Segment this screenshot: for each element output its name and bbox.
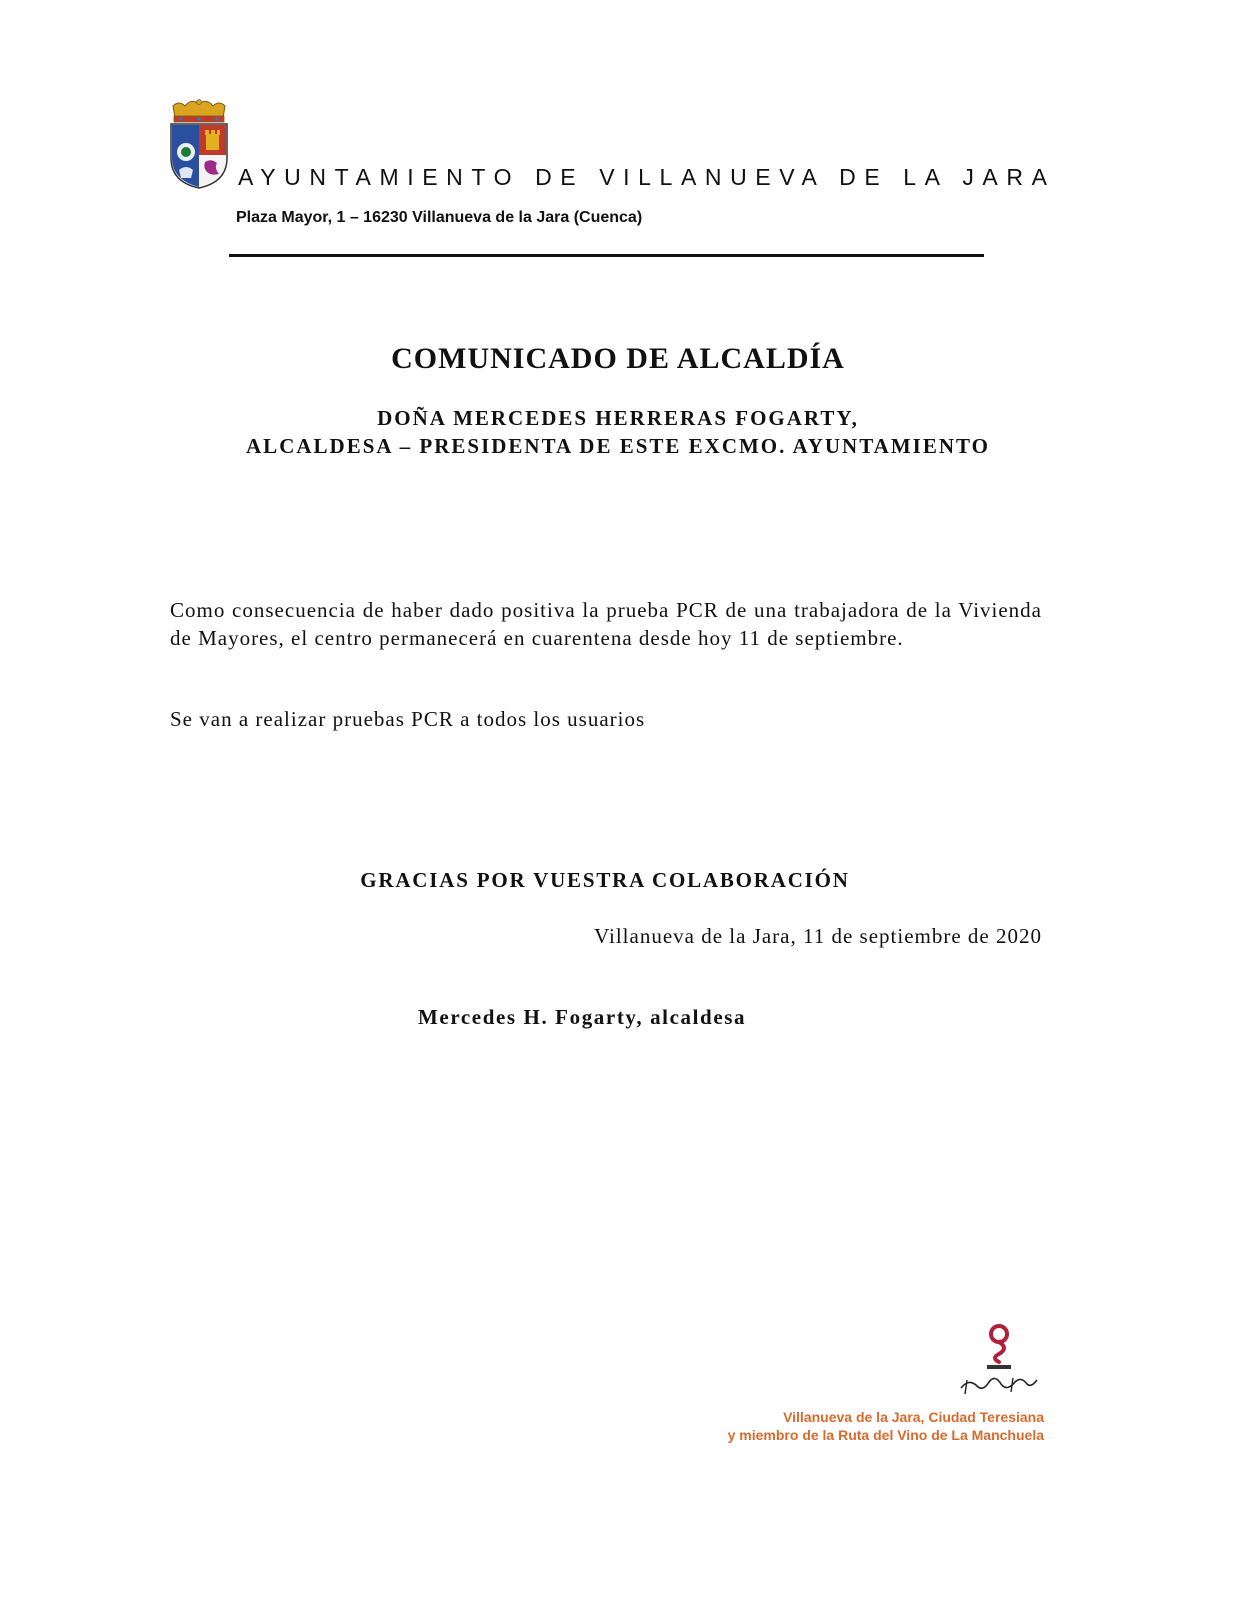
body-paragraph-2: Se van a realizar pruebas PCR a todos los usuarios <box>170 707 646 731</box>
subtitle-role: ALCALDESA – PRESIDENTA DE ESTE EXCMO. AYUNTAMIENTO <box>246 434 990 458</box>
footer-line-2: y miembro de la Ruta del Vino de La Manchuela <box>727 1427 1044 1443</box>
body-paragraph-1: Como consecuencia de haber dado positiva la prueba PCR de una trabajadora de la Vivienda de Mayores, el centro permanecerá en cuarentena desde hoy 11 de septiembre. <box>170 598 1042 650</box>
page-title: COMUNICADO DE ALCALDÍA <box>391 342 845 375</box>
footer-line-1: Villanueva de la Jara, Ciudad Teresiana <box>783 1409 1044 1425</box>
organization-address: Plaza Mayor, 1 – 16230 Villanueva de la Jara (Cuenca) <box>236 209 643 226</box>
header-divider <box>229 254 984 257</box>
subtitle-name: DOÑA MERCEDES HERRERAS FOGARTY, <box>377 406 859 430</box>
organization-name: AYUNTAMIENTO DE VILLANUEVA DE LA JARA <box>238 164 1056 190</box>
signature: Mercedes H. Fogarty, alcaldesa <box>418 1005 747 1029</box>
thanks-heading: GRACIAS POR VUESTRA COLABORACIÓN <box>360 868 850 892</box>
coat-of-arms-icon <box>167 96 231 192</box>
huellas-logo-icon <box>955 1322 1041 1398</box>
place-and-date: Villanueva de la Jara, 11 de septiembre de 2020 <box>594 924 1042 948</box>
